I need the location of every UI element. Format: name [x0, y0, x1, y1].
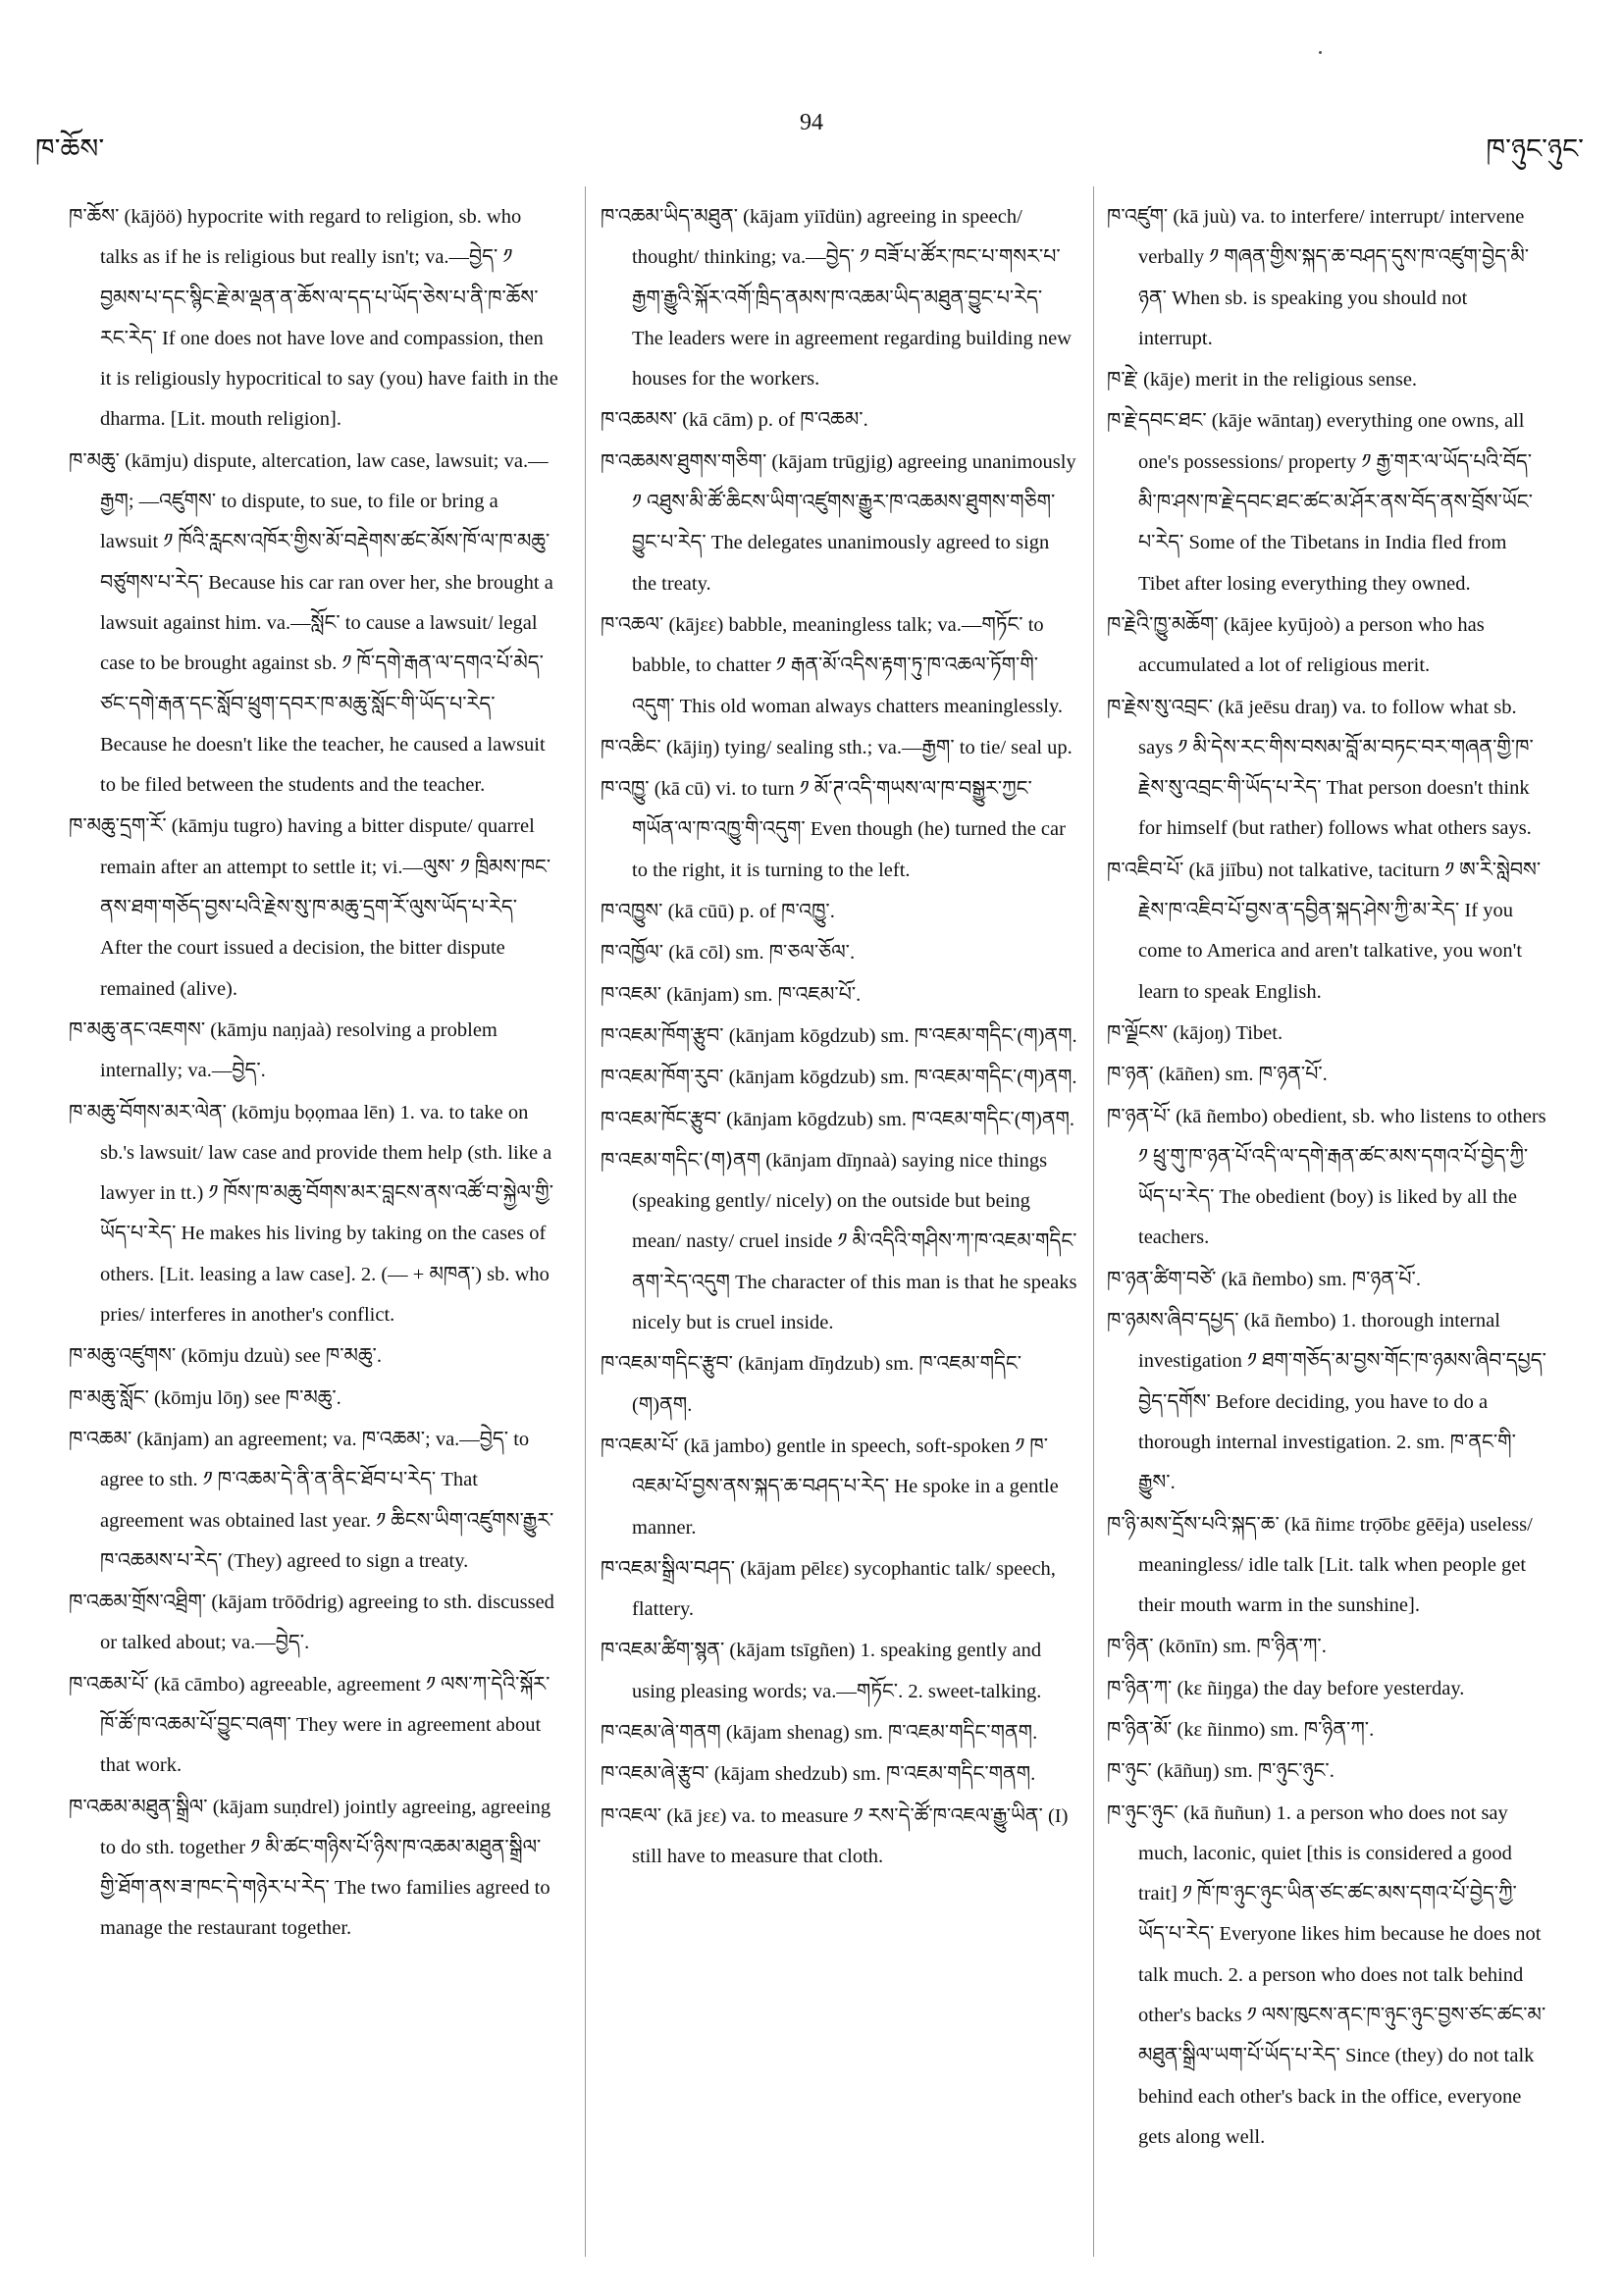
entry-definition: (kānjam kōgdzub) sm. ཁ་འཇམ་གདིང་(ག)ནག.	[723, 1067, 1077, 1089]
entry-headword: ཁ་འཛུག་	[1107, 204, 1169, 228]
entry-definition: (kāmju tugro) having a bitter dispute/ quarrel remain after an attempt to settle it; vi.—ལུས་ ༡ ཁྲིམས་ཁང་ནས་ཐག་གཅོད་བྱས་པའི་རྗེས་སུ་ཁ་མཆུ་དྲག་རོ་ལུས་ཡོད་པ་རེད་ After the court issued a decision, the bitter dispute remained (alive).	[100, 815, 551, 1000]
column-divider	[585, 186, 586, 2257]
entry-headword: ཁ་འཆམས་ཐུགས་གཅིག་	[601, 448, 767, 473]
entry-definition: (kājee kyūjoò) a person who has accumulated a lot of religious merit.	[1138, 613, 1485, 677]
dictionary-entry	[1107, 604, 1546, 687]
entry-headword: ཁ་མཆུ་དྲག་རོ་	[69, 813, 167, 838]
entry-headword: ཁ་འཆམ་པོ་	[69, 1671, 149, 1696]
dictionary-entry	[69, 441, 559, 807]
entry-definition: (kā jiību) not talkative, taciturn ༡ ཨ་རི་སླེབས་རྗེས་ཁ་འཇིབ་པོ་བྱས་ན་དབྱིན་སྐད་ཤེས་ཀྱི་མ་རེད་ If you come to America and aren't talkative, you won't learn to speak English.	[1138, 859, 1542, 1003]
dictionary-entry	[1107, 850, 1546, 1013]
entry-headword: ཁ་འཆིང་	[601, 734, 661, 758]
entry-definition: (kāje wāntaŋ) everything one owns, all one's possessions/ property ༡ རྒྱ་གར་ལ་ཡོད་པའི་བོད་མི་ཁ་ཤས་ཁ་རྗེ་དབང་ཐང་ཚང་མ་ཤོར་ནས་བོད་ནས་བྲོས་ཡོང་པ་རེད་ Some of the Tibetans in India fled from Tibet after losing everything they owned.	[1138, 410, 1533, 595]
entry-definition: (kājiŋ) tying/ sealing sth.; va.—རྒྱག་ to tie/ seal up.	[660, 736, 1073, 758]
dictionary-entry	[601, 768, 1077, 891]
entry-headword: ཁ་ཉམས་ཞིབ་དཔྱད་	[1107, 1308, 1239, 1332]
dictionary-entry	[1107, 1096, 1546, 1259]
entry-definition: (kā cāmbo) agreeable, agreement ༡ ལས་ཀ་དེའི་སྐོར་ཁོ་ཚོ་ཁ་འཆམ་པོ་བྱུང་བཞག་ They were in agreement about that work.	[100, 1673, 550, 1777]
entry-headword: ཁ་འཁྱོལ་	[601, 940, 664, 965]
entry-definition: (kā ñuñun) 1. a person who does not say much, laconic, quiet [this is considered a good trait] ༡ ཁོ་ཁ་ཉུང་ཉུང་ཡིན་ཙང་ཚང་མས་དགའ་པོ་བྱེད་ཀྱི་ཡོད་པ་རེད་ Everyone likes him because he does not talk much. 2. a person who does not talk behind other's backs ༡ ལས་ཁུངས་ནང་ཁ་ཉུང་ཉུང་བྱས་ཙང་ཚང་མ་མཐུན་སྒྲིལ་ཡག་པོ་ཡོད་པ་རེད་ Since (they) do not talk behind each other's back in the office, everyone gets along well.	[1138, 1801, 1546, 2148]
dictionary-entry	[69, 196, 559, 441]
entry-headword: ཁ་ཉི་མས་དྲོས་པའི་སྐད་ཆ་	[1107, 1511, 1280, 1536]
entry-definition: (kōmju bọọmaa lēn) 1. va. to take on sb.'s lawsuit/ law case and provide them help (sth. like a lawyer in tt.) ༡ ཁོས་ཁ་མཆུ་བོགས་མར་བླངས་ནས་འཚོ་བ་སྐྱེལ་གྱི་ཡོད་པ་རེད་ He makes his living by taking on the cases of others. [Lit. leasing a law case]. 2. (— + མཁན་) sb. who pries/ interferes in another's conflict.	[100, 1101, 554, 1327]
entry-definition: (kōnīn) sm. ཁ་ཉིན་ཀ་.	[1153, 1636, 1327, 1658]
entry-definition: (kā ñembo) sm. ཁ་ཉན་པོ་.	[1216, 1268, 1421, 1290]
running-head-left: ཁ་ཆོས་	[35, 132, 105, 165]
dictionary-entry	[601, 727, 1077, 768]
entry-headword: ཁ་ཉིན་	[1107, 1634, 1154, 1658]
dictionary-entry	[1107, 687, 1546, 850]
entry-definition: (kā jeēsu draŋ) va. to follow what sb. says ༡ མི་དེས་རང་གིས་བསམ་བློ་མ་བཏང་བར་གཞན་གྱི་ཁ་རྗེས་སུ་འབྲང་གི་ཡོད་པ་རེད་ That person doesn't think for himself (but rather) follows what others says.	[1138, 696, 1534, 840]
entry-headword: ཁ་འཇམ་	[601, 981, 662, 1006]
entry-headword: ཁ་འཇམ་གདིང་རྩུབ་	[601, 1351, 733, 1376]
entry-headword: ཁ་འཇམ་ཁོག་རུབ་	[601, 1065, 724, 1089]
entry-definition: (kā ñimε trọ̄ōbε gēēja) useless/ meaningless/ idle talk [Lit. talk when people get their mouth warm in the sunshine].	[1138, 1513, 1533, 1617]
entry-definition: (kā ñembo) 1. thorough internal investigation ༡ ཐག་གཅོད་མ་བྱས་གོང་ཁ་ཉམས་ཞིབ་དཔྱད་བྱེད་དགོས་ Before deciding, you have to do a thorough internal investigation. 2. sm. ཁ་ནང་གི་རྒྱུས་.	[1138, 1310, 1546, 1494]
dictionary-entry	[601, 1099, 1077, 1140]
entry-headword: ཁ་འཇམ་ཞེ་རྩུབ་	[601, 1761, 709, 1786]
entry-headword: ཁ་འཇལ་	[601, 1802, 662, 1827]
dictionary-entry	[601, 1753, 1077, 1795]
dictionary-entry	[1107, 196, 1546, 359]
dictionary-entry	[1107, 1750, 1546, 1792]
entry-definition: (kā juù) va. to interfere/ interrupt/ intervene verbally ༡ གཞན་གྱིས་སྐད་ཆ་བཤད་དུས་ཁ་འཛུག་བྱེད་མི་ཉན་ When sb. is speaking you should not interrupt.	[1138, 206, 1530, 349]
dictionary-entry	[69, 1787, 559, 1950]
dictionary-entry	[601, 604, 1077, 727]
entry-headword: ཁ་འཆམས་	[601, 407, 678, 432]
entry-definition: (kā cōl) sm. ཁ་ཅལ་ཅོལ་.	[663, 942, 856, 965]
entry-headword: ཁ་ཉིན་མོ་	[1107, 1716, 1173, 1741]
dictionary-column-2	[601, 196, 1077, 2257]
entry-definition: (kōmju dzuù) see ཁ་མཆུ་.	[176, 1345, 382, 1368]
entry-definition: (kānjam dīŋnaà) saying nice things (speaking gently/ nicely) on the outside but being mean/ nasty/ cruel inside ༡ མི་འདིའི་གཤིས་ཀ་ཁ་འཇམ་གདིང་ནག་རེད་འདུག The character of this man is that he speaks nicely but is cruel inside.	[632, 1149, 1077, 1334]
dictionary-entry	[601, 932, 1077, 973]
entry-headword: ཁ་མཆུ་བོགས་མར་ལེན་	[69, 1099, 227, 1123]
entry-headword: ཁ་འཆམ་གྲོས་འཐྲིག་	[69, 1590, 207, 1614]
entry-headword: ཁ་རྗེ་དབང་ཐང་	[1107, 408, 1207, 433]
entry-headword: ཁ་འཇམ་པོ་	[601, 1433, 679, 1457]
entry-definition: (kā cām) p. of ཁ་འཆམ་.	[677, 409, 868, 432]
entry-definition: (kānjam) sm. ཁ་འཇམ་པོ་.	[661, 983, 862, 1006]
dictionary-entry	[69, 1582, 559, 1664]
column-divider	[1093, 186, 1094, 2257]
dictionary-entry	[1107, 1013, 1546, 1054]
entry-headword: ཁ་འཇམ་སྒྲིལ་བཤད་	[601, 1555, 736, 1580]
entry-headword: ཁ་འཇམ་ཁོང་རྩུབ་	[601, 1106, 721, 1130]
dictionary-entry	[69, 1664, 559, 1787]
entry-headword: ཁ་མཆུ་སློང་	[69, 1384, 149, 1409]
dictionary-entry	[69, 1419, 559, 1582]
entry-definition: (kōmju lōŋ) see ཁ་མཆུ་.	[148, 1386, 341, 1409]
entry-definition: (kājεε) babble, meaningless talk; va.—གཏོང་ to babble, to chatter ༡ རྒན་མོ་འདིས་རྟག་ཏུ་ཁ་འཆལ་ཏོག་གི་འདུག་ This old woman always chatters meaninglessly.	[632, 613, 1064, 717]
dictionary-entry	[601, 1057, 1077, 1098]
entry-headword: ཁ་འཁྱུ་	[601, 776, 650, 801]
dictionary-entry	[1107, 1054, 1546, 1095]
entry-definition: (kε ñiŋga) the day before yesterday.	[1172, 1677, 1465, 1699]
entry-definition: (kājam suṇdrel) jointly agreeing, agreeing to do sth. together ༡ མི་ཚང་གཉིས་པོ་ཉིས་ཁ་འཆམ་མཐུན་སྒྲིལ་གྱི་ཐོག་ནས་ཟ་ཁང་དེ་གཉེར་པ་རེད་ The two families agreed to manage the restaurant together.	[100, 1796, 551, 1940]
dictionary-entry	[601, 1712, 1077, 1753]
dictionary-entry	[69, 1092, 559, 1336]
dictionary-entry	[601, 1343, 1077, 1426]
entry-headword: ཁ་འཆམ་མཐུན་སྒྲིལ་	[69, 1794, 208, 1818]
entry-headword: ཁ་མཆུ་ནང་འཇགས་	[69, 1017, 206, 1041]
dictionary-entry	[1107, 1668, 1546, 1709]
entry-headword: ཁ་ཉིན་ཀ་	[1107, 1675, 1173, 1699]
scan-speck	[1319, 51, 1322, 54]
dictionary-entry	[1107, 1259, 1546, 1300]
entry-definition: (kānjam dīŋdzub) sm. ཁ་འཇམ་གདིང་(ག)ནག.	[632, 1353, 1022, 1416]
dictionary-entry	[1107, 1709, 1546, 1750]
entry-definition: (kā cū) vi. to turn ༡ མོ་ཊ་འདི་གཡས་ལ་ཁ་བསྒྱུར་ཀྱང་གཡོན་ལ་ཁ་འཁྱུ་གི་འདུག་ Even though (he) turned the car to the right, it is turning to the left.	[632, 778, 1066, 881]
page-number: 94	[800, 110, 823, 135]
entry-headword: ཁ་འཁྱུས་	[601, 899, 663, 923]
entry-definition: (kājam trōōdrig) agreeing to sth. discussed or talked about; va.—བྱེད་.	[100, 1592, 554, 1654]
running-head-right: ཁ་ཉུང་ཉུང་	[1486, 132, 1584, 165]
entry-headword: ཁ་འཆམ་	[69, 1426, 132, 1450]
entry-headword: ཁ་འཇམ་གདིང་(ག)ནག	[601, 1147, 761, 1172]
dictionary-entry	[69, 806, 559, 1009]
entry-definition: (kāje) merit in the religious sense.	[1137, 369, 1418, 391]
dictionary-entry	[601, 1140, 1077, 1343]
dictionary-entry	[601, 399, 1077, 441]
dictionary-entry	[601, 974, 1077, 1016]
entry-definition: (kājöö) hypocrite with regard to religion, sb. who talks as if he is religious but really isn't; va.—བྱེད་ ༡ བྱམས་པ་དང་སྙིང་རྗེ་མ་ལྡན་ན་ཆོས་ལ་དད་པ་ཡོད་ཅེས་པ་ནི་ཁ་ཆོས་རང་རེད་ If one does not have love and compassion, then it is religiously hypocritical to say (you) have faith in the dharma. [Lit. mouth religion].	[100, 206, 558, 431]
dictionary-entry	[601, 196, 1077, 399]
dictionary-entry	[1107, 359, 1546, 400]
dictionary-column-3	[1107, 196, 1546, 2257]
entry-definition: (kājam shedzub) sm. ཁ་འཇམ་གདིང་གནག.	[708, 1763, 1036, 1786]
entry-headword: ཁ་རྗེས་སུ་འབྲང་	[1107, 694, 1213, 718]
entry-definition: (kājam pēlεε) sycophantic talk/ speech, flattery.	[632, 1557, 1056, 1621]
entry-definition: (kājam shenag) sm. ཁ་འཇམ་གདིང་གནག.	[720, 1721, 1038, 1744]
dictionary-entry	[1107, 1793, 1546, 2159]
dictionary-entry	[601, 442, 1077, 604]
entry-definition: (kāñen) sm. ཁ་ཉན་པོ་.	[1153, 1064, 1328, 1086]
dictionary-entry	[601, 891, 1077, 932]
entry-definition: (kε ñinmo) sm. ཁ་ཉིན་ཀ་.	[1172, 1718, 1375, 1741]
entry-headword: ཁ་ཉན་པོ་	[1107, 1103, 1172, 1127]
dictionary-entry	[1107, 1300, 1546, 1503]
dictionary-entry	[601, 1630, 1077, 1712]
entry-headword: ཁ་ཉུང་ཉུང་	[1107, 1800, 1178, 1824]
entry-headword: ཁ་མཆུ་	[69, 447, 120, 472]
entry-headword: ཁ་ཉུང་	[1107, 1758, 1152, 1783]
entry-headword: ཁ་ཆོས་	[69, 204, 120, 228]
entry-definition: (kāñuŋ) sm. ཁ་ཉུང་ཉུང་.	[1151, 1760, 1335, 1783]
entry-definition: (kānjam kōgdzub) sm. ཁ་འཇམ་གདིང་(ག)ནག.	[723, 1024, 1077, 1047]
dictionary-entry	[69, 1010, 559, 1092]
entry-definition: (kājam trūgjig) agreeing unanimously ༡ འཐུས་མི་ཚོ་ཆིངས་ཡིག་འཛུགས་རྒྱུར་ཁ་འཆམས་ཐུགས་གཅིག་བྱུང་པ་རེད་ The delegates unanimously agreed to sign the treaty.	[632, 450, 1076, 595]
entry-definition: (kā jεε) va. to measure ༡ རས་དེ་ཚོ་ཁ་འཇལ་རྒྱུ་ཡིན་ (I) still have to measure that cloth.	[632, 1804, 1069, 1867]
dictionary-column-1	[69, 196, 559, 2257]
dictionary-entry	[69, 1378, 559, 1419]
entry-definition: (kā ñembo) obedient, sb. who listens to others ༡ ཕྲུ་གུ་ཁ་ཉན་པོ་འདི་ལ་དགེ་རྒན་ཚང་མས་དགའ་པོ་བྱེད་ཀྱི་ཡོད་པ་རེད་ The obedient (boy) is liked by all the teachers.	[1138, 1105, 1546, 1249]
entry-headword: ཁ་འཇིབ་པོ་	[1107, 857, 1184, 881]
entry-headword: ཁ་ཉན་ཚིག་བཙེ་	[1107, 1266, 1217, 1290]
entry-headword: ཁ་ལྗོངས་	[1107, 1019, 1169, 1044]
entry-headword: ཁ་འཇམ་ཁོག་རྩུབ་	[601, 1022, 724, 1047]
entry-headword: ཁ་འཆམ་ཡིད་མཐུན་	[601, 204, 739, 228]
dictionary-entry	[69, 1335, 559, 1377]
dictionary-entry	[1107, 1504, 1546, 1627]
entry-definition: (kājam tsīgñen) 1. speaking gently and using pleasing words; va.—གཏོང་. 2. sweet-talking.	[632, 1640, 1042, 1702]
dictionary-entry	[601, 1426, 1077, 1548]
dictionary-entry	[601, 1796, 1077, 1878]
entry-definition: (kājam yiīdün) agreeing in speech/ thought/ thinking; va.—བྱེད་ ༡ བཟོ་པ་ཚོར་ཁང་པ་གསར་པ་རྒྱག་རྒྱུའི་སྐོར་འགོ་ཁྲིད་ནམས་ཁ་འཆམ་ཡིད་མཐུན་བྱུང་པ་རེད་ The leaders were in agreement regarding building new houses for the workers.	[632, 206, 1072, 391]
entry-definition: (kā cūū) p. of ཁ་འཁྱུ་.	[662, 901, 835, 923]
entry-headword: ཁ་རྗེ་	[1107, 367, 1138, 391]
entry-headword: ཁ་འཇམ་ཞེ་གནག	[601, 1719, 721, 1744]
entry-headword: ཁ་འཇམ་ཚིག་སྙན་	[601, 1638, 725, 1662]
entry-headword: ཁ་འཆལ་	[601, 611, 664, 636]
entry-headword: ཁ་མཆུ་འཛུགས་	[69, 1343, 177, 1368]
entry-definition: (kā jambo) gentle in speech, soft-spoken ༡ ཁ་འཇམ་པོ་བྱས་ནས་སྐད་ཆ་བཤད་པ་རེད་ He spoke in a gentle manner.	[632, 1435, 1059, 1539]
dictionary-entry	[601, 1016, 1077, 1057]
entry-definition: (kānjam kōgdzub) sm. ཁ་འཇམ་གདིང་(ག)ནག.	[721, 1108, 1075, 1130]
entry-definition: (kāmju naṇjaà) resolving a problem internally; va.—བྱེད་.	[100, 1018, 497, 1082]
entry-definition: (kānjam) an agreement; va. ཁ་འཆམ་; va.—བྱེད་ to agree to sth. ༡ ཁ་འཆམ་དེ་ནི་ན་ནིང་ཐོབ་པ་རེད་ That agreement was obtained last year. ༡ ཆིངས་ཡིག་འཛུགས་རྒྱུར་ཁ་འཆམས་པ་རེད་ (They) agreed to sign a treaty.	[100, 1428, 554, 1572]
entry-headword: ཁ་ཉན་	[1107, 1062, 1154, 1086]
entry-definition: (kāmju) dispute, altercation, law case, lawsuit; va.—རྒྱག; —འཛུགས་ to dispute, to sue, to file or bring a lawsuit ༡ ཁོའི་རླངས་འཁོར་གྱིས་མོ་བརྡེགས་ཚང་མོས་ཁོ་ལ་ཁ་མཆུ་བཙུགས་པ་རེད་ Because his car ran over her, she brought a lawsuit against him. va.—སློང་ to cause a lawsuit/ legal case to be brought against sb. ༡ ཁོ་དགེ་རྒན་ལ་དགའ་པོ་མེད་ཙང་དགེ་རྒན་དང་སློབ་ཕྲུག་དབར་ཁ་མཆུ་སློང་གི་ཡོད་པ་རེད་ Because he doesn't like the teacher, he caused a lawsuit to be filed between the students and the teacher.	[100, 449, 553, 797]
entry-headword: ཁ་རྗེའི་ཁྱུ་མཆོག་	[1107, 611, 1219, 636]
dictionary-entry	[601, 1548, 1077, 1631]
dictionary-entry	[1107, 400, 1546, 603]
dictionary-entry	[1107, 1626, 1546, 1667]
entry-definition: (kājoŋ) Tibet.	[1168, 1021, 1283, 1044]
